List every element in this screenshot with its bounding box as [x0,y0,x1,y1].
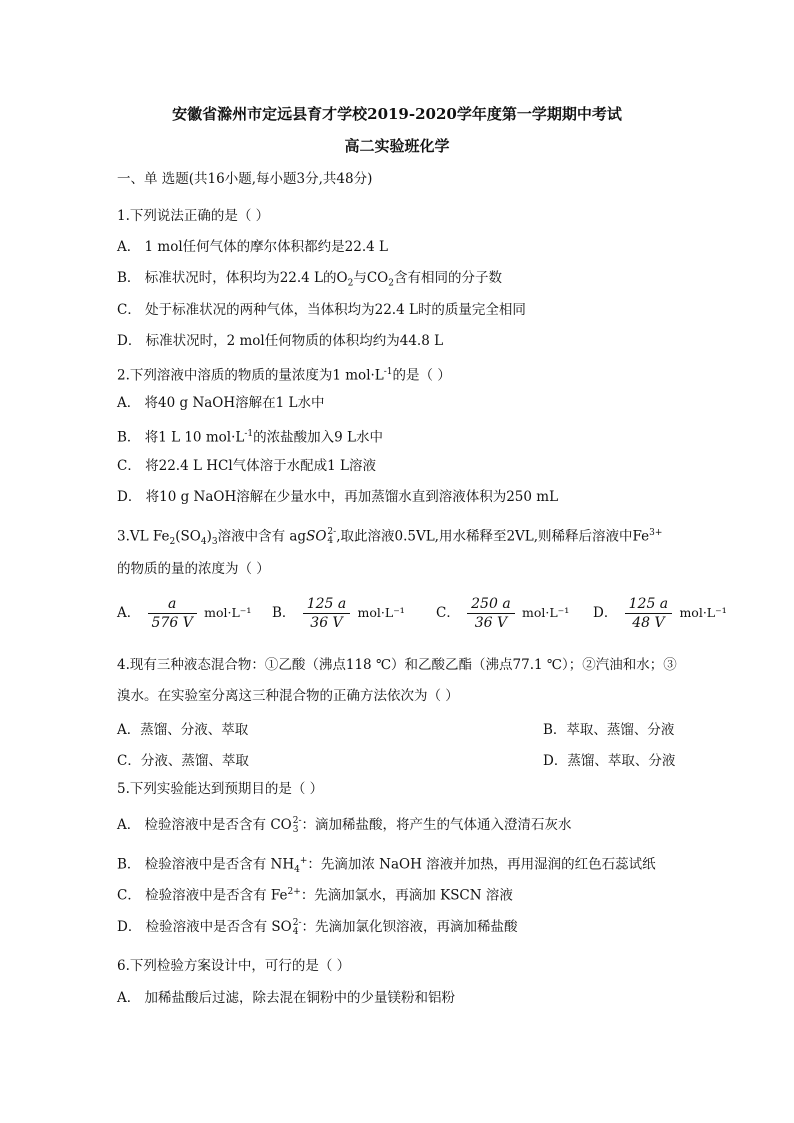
q5-a-text-1: A． 检验溶液中是否含有 CO [117,817,292,833]
q2-b-text-2: 的浓盐酸加入9 L水中 [253,429,383,446]
q5-d-text-1: D． 检验溶液中是否含有 SO [117,919,292,935]
q1-b-text-3: 含有相同的分子数 [393,270,502,286]
q1-b-text-2: 与CO [353,270,389,286]
q3-text-1: 3.VL Fe [117,528,170,545]
q1-option-c: C． 处于标准状况的两种气体，当体积均为22.4 L时的质量完全相同 [117,302,526,318]
q3-c-den: 36 V [474,615,508,631]
q3-a-label: A． [117,605,141,621]
q3-stem-line2: 的物质的量的浓度为（ ） [117,561,270,577]
q1-option-d: D． 标准状况时，2 mol任何物质的体积均约为44.8 L [117,333,444,349]
q2-stem [117,363,451,385]
q5-stem: 5.下列实验能达到预期目的是（ ） [117,781,324,797]
q4-option-d: D．蒸馏、萃取、分液 [543,753,676,769]
q5-b-sup: + [299,856,308,866]
q5-a-charge [293,817,302,835]
q5-option-d [117,918,518,937]
q6-stem: 6.下列检验方案设计中，可行的是（ ） [117,958,351,974]
q3-text-5: ,取此溶液0.5VL,用水稀释至2VL,则稀释后溶液中Fe [336,528,650,545]
q5-d-text-2: ：先滴加氯化钡溶液，再滴加稀盐酸 [301,919,518,935]
q1-stem: 1.下列说法正确的是（ ） [117,208,270,224]
q3-d-fraction [625,595,673,632]
q3-c-unit: mol·L⁻¹ [521,605,570,620]
q2-option-d: D． 将10 g NaOH溶解在少量水中，再加蒸馏水直到溶液体积为250 mL [117,489,559,505]
q3-stem-line1 [117,524,662,551]
q1-option-b [117,269,502,293]
q3-text-4: 溶液中含有 ag [217,528,307,545]
q2-stem-sup: -1 [383,367,393,377]
q1-option-a: A． 1 mol任何气体的摩尔体积都约是22.4 L [117,239,388,255]
q3-option-a [117,595,251,632]
q2-b-sup: -1 [244,429,254,439]
q3-b-unit: mol·L⁻¹ [357,605,405,620]
q3-c-fraction [467,595,515,632]
q3-fe-sup: 3+ [649,528,663,538]
q3-option-b [272,595,405,632]
q3-so4-sup: 2- [327,527,337,537]
q3-so4-charge [327,528,336,546]
q3-b-num: 125 a [303,595,351,614]
q4-option-c: C．分液、蒸馏、萃取 [117,753,249,769]
q5-b-text-2: ：先滴加浓 NaOH 溶液并加热，再用湿润的红色石蕊试纸 [307,856,656,873]
q4-stem-line1: 4.现有三种液态混合物：①乙酸（沸点118 ℃）和乙酸乙酯（沸点77.1 ℃）；②汽油和水；③ [117,657,677,673]
q1-b-text-1: B． 标准状况时，体积均为22.4 L的O [117,270,348,286]
q2-option-a: A． 将40 g NaOH溶解在1 L水中 [117,395,325,411]
q5-option-b [117,852,656,879]
exam-subtitle: 高二实验班化学 [344,137,450,155]
q5-b-text-1: B． 检验溶液中是否含有 NH [117,856,295,873]
q3-c-label: C． [436,605,460,621]
q3-a-den: 576 V [151,615,193,631]
q3-sub-fe2: 2 [169,537,176,548]
q3-so4-ion: SO [306,528,327,545]
q5-d-sup: 2- [292,917,302,928]
q1-b-sub-o2: 2 [347,278,354,289]
q6-option-a: A． 加稀盐酸后过滤，除去混在铜粉中的少量镁粉和铝粉 [117,990,456,1006]
q5-d-sub: 4 [292,926,299,937]
q3-c-num: 250 a [467,595,515,614]
q3-d-unit: mol·L⁻¹ [679,605,727,620]
q3-option-c [436,595,569,632]
q3-d-num: 125 a [625,595,673,614]
q5-c-sup: 2+ [287,887,301,897]
q5-option-c [117,883,513,905]
q4-option-b: B．萃取、蒸馏、分液 [543,722,675,738]
q3-so4-sub: 4 [327,536,334,546]
q3-b-den: 36 V [310,615,343,631]
q5-option-a [117,816,572,835]
q3-a-unit: mol·L⁻¹ [204,605,252,620]
q5-b-sub: 4 [294,865,300,876]
q5-d-charge [293,919,302,937]
q2-option-b [117,425,383,447]
q3-d-label: D． [593,605,618,621]
q3-sub-3: 3 [211,537,218,548]
q5-a-text-2: ：滴加稀盐酸，将产生的气体通入澄清石灰水 [301,817,572,833]
q3-text-3: ) [206,528,212,545]
q1-b-sub-co2: 2 [388,278,394,289]
q3-a-fraction [148,595,197,632]
q3-b-label: B． [272,605,296,621]
q3-d-den: 48 V [632,615,665,631]
q2-stem-text-2: 的是（ ） [392,367,451,384]
q2-b-text-1: B． 将1 L 10 mol·L [117,429,245,446]
q3-option-d [593,595,727,632]
exam-title: 安徽省滁州市定远县育才学校2019-2020学年度第一学期期中考试 [172,105,622,123]
q3-b-fraction [303,595,351,632]
q3-sub-so4: 4 [200,537,207,548]
q4-option-a: A．蒸馏、分液、萃取 [117,722,249,738]
q5-a-sub: 3 [292,824,299,835]
q5-c-text-1: C． 检验溶液中是否含有 Fe [117,887,288,904]
q2-option-c: C． 将22.4 L HCl气体溶于水配成1 L溶液 [117,458,376,474]
q4-stem-line2: 溴水。在实验室分离这三种混合物的正确方法依次为（ ） [117,688,459,704]
q3-text-2: (SO [175,528,201,545]
section-heading: 一、单 选题(共16小题,每小题3分,共48分) [117,171,373,187]
q3-a-num: a [148,595,197,614]
q2-stem-text-1: 2.下列溶液中溶质的物质的量浓度为1 mol·L [117,367,384,384]
q5-c-text-2: ：先滴加氯水，再滴加 KSCN 溶液 [300,887,513,904]
q5-a-sup: 2- [292,815,302,826]
